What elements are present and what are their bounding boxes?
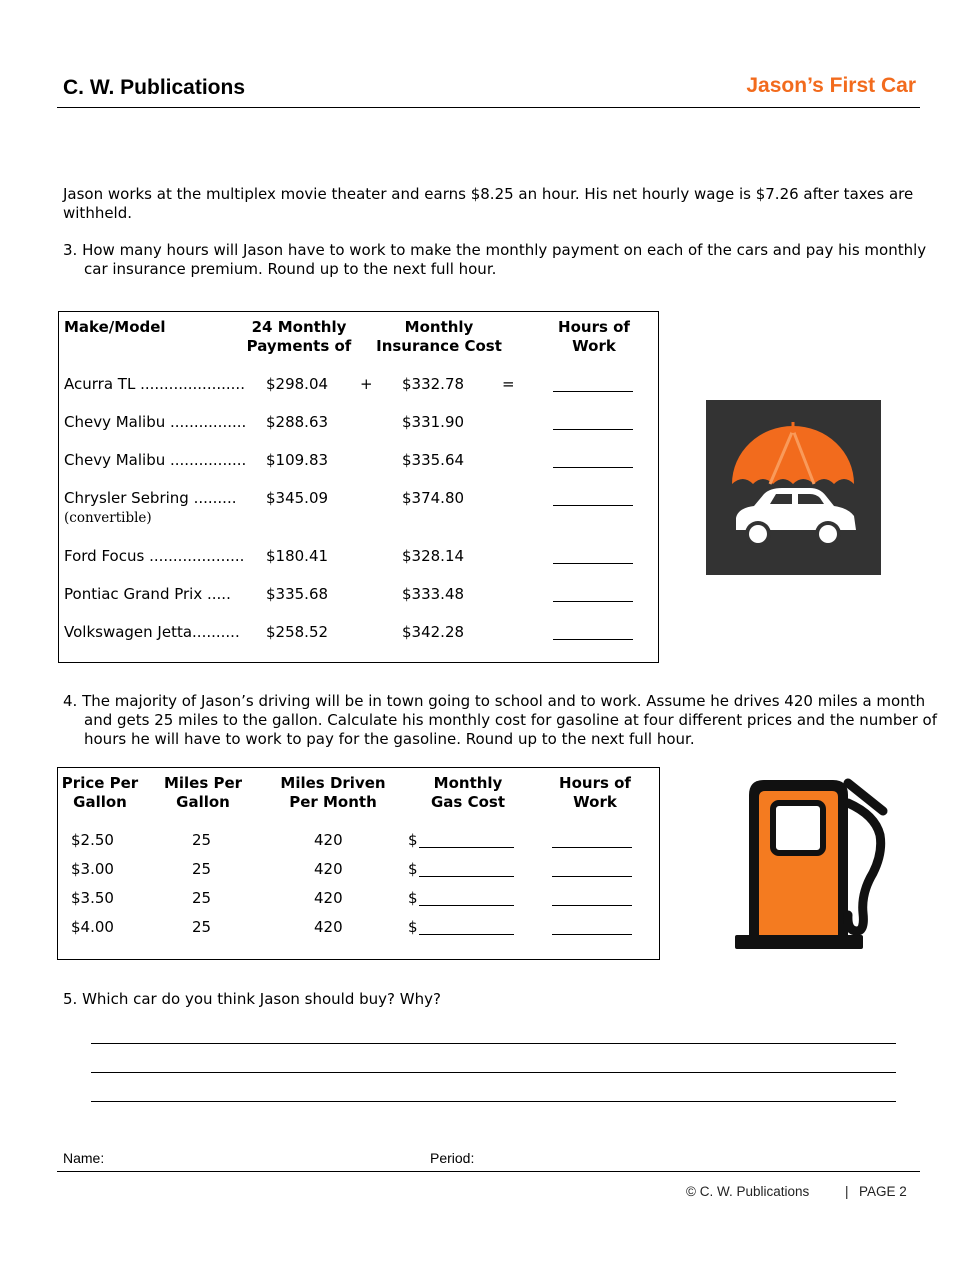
footer-separator: | [845,1184,849,1199]
car-model-note: (convertible) [64,510,152,526]
question-3-text: 3. How many hours will Jason have to work to make the monthly payment on each of the cars and pay his monthly car insurance premium. Round up to the next full hour. [63,241,927,278]
name-label: Name: [63,1150,105,1166]
insurance-cost: $331.90 [402,413,465,431]
header-make-model: Make/Model [64,318,166,336]
insurance-cost: $332.78 [402,375,465,393]
car-make-model: Chrysler Sebring ......... [64,489,237,507]
publisher-name: C. W. Publications [63,76,246,99]
gas-cost-answer-blank[interactable] [419,905,514,906]
price-per-gallon: $3.50 [71,889,114,907]
miles-driven: 420 [314,831,343,849]
hours-answer-blank[interactable] [552,876,632,877]
hours-answer-blank[interactable] [552,934,632,935]
header-hours-of-work: Hours of Work [559,774,631,811]
gas-pump-icon [735,775,895,950]
price-per-gallon: $3.00 [71,860,114,878]
miles-per-gallon: 25 [192,918,212,936]
worksheet-title: Jason’s First Car [746,74,916,97]
header-miles-per-gallon: Miles Per Gallon [163,774,243,811]
footer-copyright: © C. W. Publications [686,1184,810,1199]
gas-cost-answer-blank[interactable] [419,847,514,848]
car-make-model: Ford Focus .................... [64,547,245,565]
miles-per-gallon: 25 [192,831,212,849]
car-payment: $109.83 [266,451,329,469]
hours-answer-blank[interactable] [553,429,633,430]
question-4-text: 4. The majority of Jason’s driving will be in town going to school and to work. Assume he drives 420 miles a month and gets 25 miles to the gallon. Calculate his monthly cost for gasoline at four different prices and the number of hours he will have to work to pay for the gasoline. Round up to the next full hour. [63,692,937,748]
footer-divider [57,1171,920,1172]
dollar-sign: $ [408,860,418,878]
car-payment: $345.09 [266,489,329,507]
price-per-gallon: $2.50 [71,831,114,849]
answer-line[interactable] [91,1043,896,1044]
hours-answer-blank[interactable] [553,467,633,468]
page-number: PAGE 2 [859,1184,907,1199]
plus-sign: + [360,375,373,393]
car-make-model: Chevy Malibu ................ [64,413,247,431]
hours-answer-blank[interactable] [553,563,633,564]
hours-answer-blank[interactable] [553,505,633,506]
car-make-model: Chevy Malibu ................ [64,451,247,469]
insurance-cost: $328.14 [402,547,465,565]
dollar-sign: $ [408,831,418,849]
car-payments-table [58,311,659,663]
header-divider [57,107,920,108]
car-make-model: Pontiac Grand Prix ..... [64,585,231,603]
gas-cost-answer-blank[interactable] [419,934,514,935]
equals-sign: = [502,375,515,393]
hours-answer-blank[interactable] [552,847,632,848]
header-price-per-gallon: Price Per Gallon [61,774,139,811]
insurance-cost: $342.28 [402,623,465,641]
header-insurance-cost: Monthly Insurance Cost [376,318,502,355]
gas-cost-answer-blank[interactable] [419,876,514,877]
car-payment: $298.04 [266,375,329,393]
miles-driven: 420 [314,860,343,878]
intro-paragraph: Jason works at the multiplex movie theater and earns $8.25 an hour. His net hourly wage is $7.26 after taxes are withheld. [63,185,914,222]
answer-line[interactable] [91,1072,896,1073]
car-make-model: Acurra TL ...................... [64,375,245,393]
miles-driven: 420 [314,918,343,936]
car-make-model: Volkswagen Jetta.......... [64,623,240,641]
dollar-sign: $ [408,889,418,907]
price-per-gallon: $4.00 [71,918,114,936]
car-payment: $288.63 [266,413,329,431]
hours-answer-blank[interactable] [552,905,632,906]
insurance-cost: $374.80 [402,489,465,507]
period-label: Period: [430,1150,475,1166]
hours-answer-blank[interactable] [553,639,633,640]
hours-answer-blank[interactable] [553,391,633,392]
car-insurance-umbrella-icon [706,400,881,575]
header-monthly-payments: 24 Monthly Payments of [246,318,352,355]
miles-per-gallon: 25 [192,889,212,907]
insurance-cost: $335.64 [402,451,465,469]
question-5-text: 5. Which car do you think Jason should buy? Why? [63,990,441,1008]
header-miles-driven: Miles Driven Per Month [280,774,386,811]
car-payment: $258.52 [266,623,329,641]
gas-cost-table [57,767,660,960]
car-payment: $180.41 [266,547,329,565]
car-payment: $335.68 [266,585,329,603]
miles-per-gallon: 25 [192,860,212,878]
insurance-cost: $333.48 [402,585,465,603]
miles-driven: 420 [314,889,343,907]
answer-line[interactable] [91,1101,896,1102]
header-hours-of-work: Hours of Work [558,318,630,355]
dollar-sign: $ [408,918,418,936]
header-monthly-gas-cost: Monthly Gas Cost [431,774,505,811]
hours-answer-blank[interactable] [553,601,633,602]
